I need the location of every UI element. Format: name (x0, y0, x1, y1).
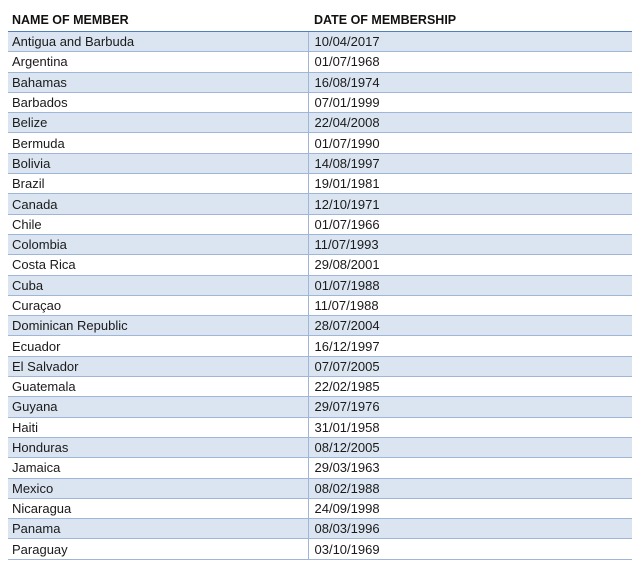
member-name-cell: Bermuda (8, 133, 308, 153)
member-name-cell: Ecuador (8, 336, 308, 356)
table-row (8, 478, 632, 498)
table-row (8, 316, 632, 336)
member-name-cell: Curaçao (8, 295, 308, 315)
table-row (8, 356, 632, 376)
membership-date-cell: 07/01/1999 (308, 92, 632, 112)
member-name-cell: Barbados (8, 92, 308, 112)
table-row (8, 214, 632, 234)
table-row (8, 377, 632, 397)
membership-date-cell: 08/12/2005 (308, 437, 632, 457)
membership-date-cell: 29/07/1976 (308, 397, 632, 417)
membership-date-cell: 01/07/1990 (308, 133, 632, 153)
table-row (8, 437, 632, 457)
member-name-cell: El Salvador (8, 356, 308, 376)
membership-date-cell: 16/12/1997 (308, 336, 632, 356)
column-header-date: DATE OF MEMBERSHIP (308, 9, 632, 32)
membership-date-cell: 28/07/2004 (308, 316, 632, 336)
member-name-cell: Antigua and Barbuda (8, 32, 308, 52)
table-row (8, 275, 632, 295)
member-name-cell: Honduras (8, 437, 308, 457)
table-row (8, 32, 632, 52)
member-name-cell: Chile (8, 214, 308, 234)
table-row (8, 133, 632, 153)
membership-table (8, 9, 632, 560)
table-row (8, 255, 632, 275)
member-name-cell: Paraguay (8, 539, 308, 559)
member-name-cell: Dominican Republic (8, 316, 308, 336)
table-row (8, 92, 632, 112)
membership-date-cell: 07/07/2005 (308, 356, 632, 376)
table-row (8, 52, 632, 72)
membership-date-cell: 01/07/1966 (308, 214, 632, 234)
member-name-cell: Canada (8, 194, 308, 214)
membership-date-cell: 10/04/2017 (308, 32, 632, 52)
table-row (8, 194, 632, 214)
member-name-cell: Nicaragua (8, 498, 308, 518)
membership-date-cell: 22/04/2008 (308, 113, 632, 133)
table-row (8, 72, 632, 92)
header-row (8, 9, 632, 32)
table-row (8, 458, 632, 478)
member-name-cell: Bolivia (8, 153, 308, 173)
table-row (8, 336, 632, 356)
membership-date-cell: 11/07/1988 (308, 295, 632, 315)
column-header-name: NAME OF MEMBER (8, 9, 308, 32)
membership-date-cell: 31/01/1958 (308, 417, 632, 437)
membership-date-cell: 12/10/1971 (308, 194, 632, 214)
member-name-cell: Haiti (8, 417, 308, 437)
member-name-cell: Argentina (8, 52, 308, 72)
table-row (8, 539, 632, 559)
table-row (8, 153, 632, 173)
membership-date-cell: 08/03/1996 (308, 519, 632, 539)
membership-date-cell: 08/02/1988 (308, 478, 632, 498)
membership-date-cell: 29/03/1963 (308, 458, 632, 478)
member-name-cell: Guyana (8, 397, 308, 417)
membership-date-cell: 01/07/1988 (308, 275, 632, 295)
table-row (8, 519, 632, 539)
table-row (8, 295, 632, 315)
member-name-cell: Belize (8, 113, 308, 133)
member-name-cell: Brazil (8, 174, 308, 194)
membership-date-cell: 22/02/1985 (308, 377, 632, 397)
member-name-cell: Colombia (8, 234, 308, 254)
member-name-cell: Jamaica (8, 458, 308, 478)
table-body (8, 32, 632, 560)
table-row (8, 113, 632, 133)
member-name-cell: Bahamas (8, 72, 308, 92)
member-name-cell: Cuba (8, 275, 308, 295)
table-row (8, 498, 632, 518)
membership-date-cell: 16/08/1974 (308, 72, 632, 92)
membership-date-cell: 29/08/2001 (308, 255, 632, 275)
membership-date-cell: 03/10/1969 (308, 539, 632, 559)
membership-date-cell: 24/09/1998 (308, 498, 632, 518)
member-name-cell: Panama (8, 519, 308, 539)
membership-date-cell: 01/07/1968 (308, 52, 632, 72)
member-name-cell: Mexico (8, 478, 308, 498)
membership-date-cell: 11/07/1993 (308, 234, 632, 254)
membership-date-cell: 14/08/1997 (308, 153, 632, 173)
table-row (8, 174, 632, 194)
member-name-cell: Guatemala (8, 377, 308, 397)
table-row (8, 417, 632, 437)
membership-date-cell: 19/01/1981 (308, 174, 632, 194)
table-row (8, 234, 632, 254)
table-row (8, 397, 632, 417)
member-name-cell: Costa Rica (8, 255, 308, 275)
